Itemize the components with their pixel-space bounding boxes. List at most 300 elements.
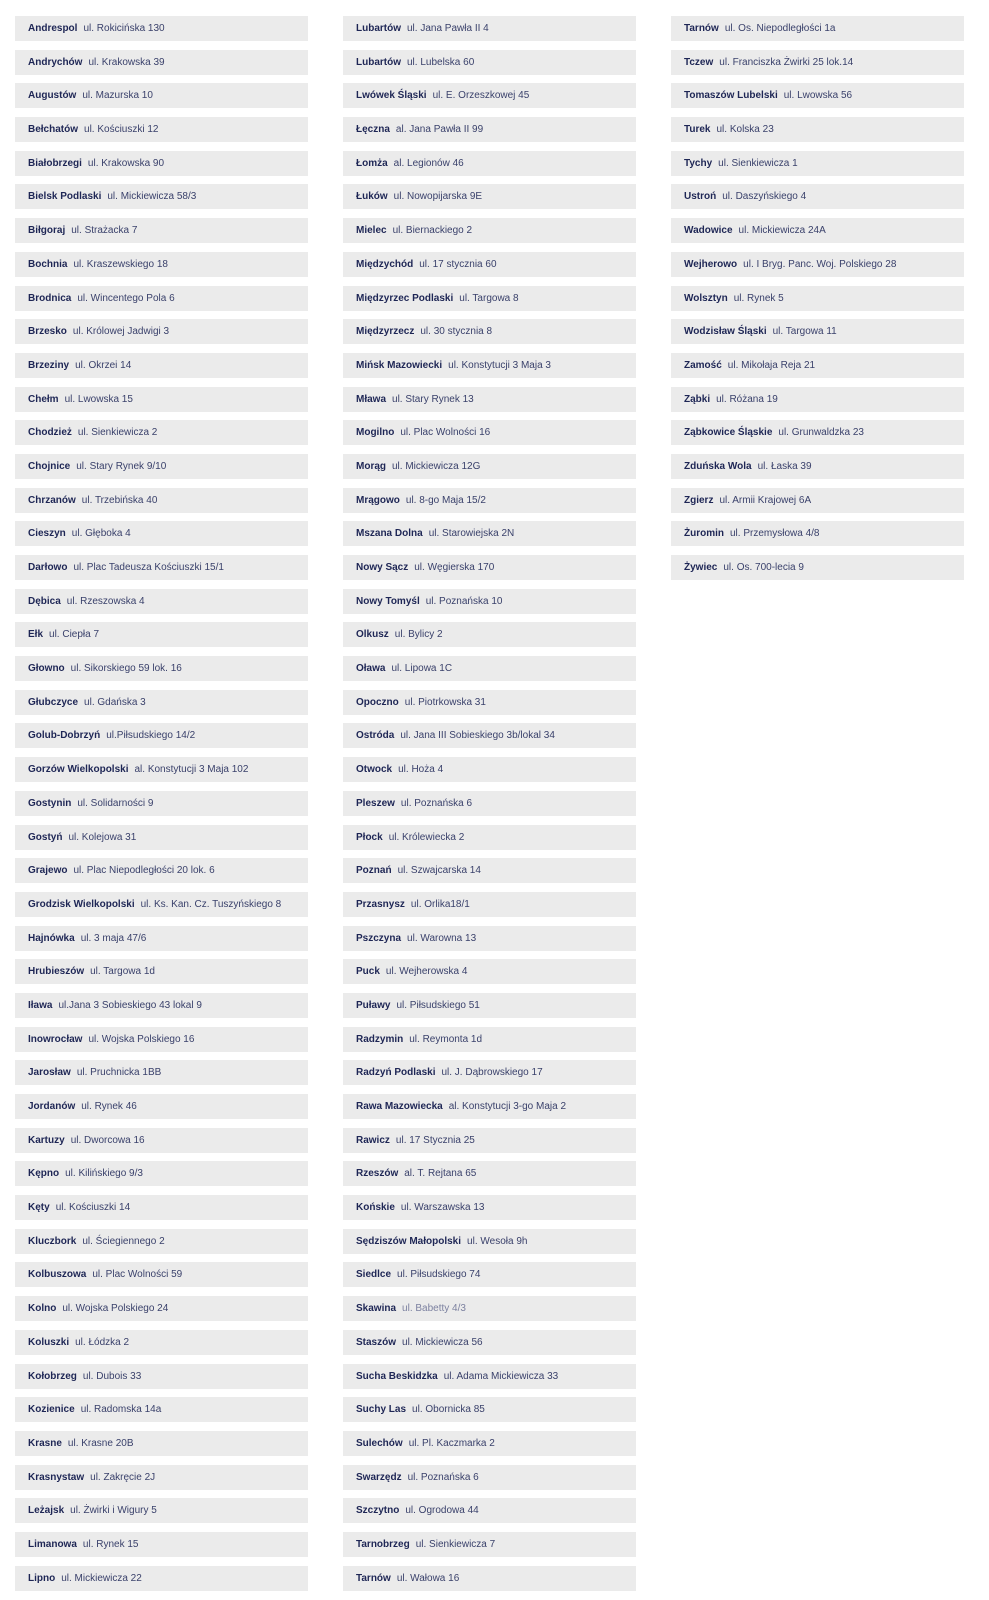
store-city: Morąg xyxy=(356,460,386,472)
store-location-item[interactable] xyxy=(15,1027,308,1052)
store-city: Ząbkowice Śląskie xyxy=(684,427,773,439)
store-address: ul. Rokicińska 130 xyxy=(83,23,165,34)
store-location-item[interactable] xyxy=(343,286,636,311)
store-city: Swarzędz xyxy=(356,1471,402,1483)
store-address: ul. Zakręcie 2J xyxy=(90,1471,156,1483)
store-location-item[interactable] xyxy=(343,622,636,647)
store-location-item[interactable] xyxy=(15,454,308,479)
store-location-item[interactable] xyxy=(15,892,308,917)
store-city: Otwock xyxy=(356,764,393,776)
store-location-item[interactable] xyxy=(671,521,964,546)
store-location-item[interactable] xyxy=(15,1296,308,1321)
store-location-item[interactable] xyxy=(343,252,636,277)
store-location-item[interactable] xyxy=(343,521,636,546)
store-address: ul.Piłsudskiego 14/2 xyxy=(106,730,196,742)
store-location-item[interactable] xyxy=(343,488,636,513)
store-location-item[interactable] xyxy=(343,353,636,378)
store-location-item[interactable] xyxy=(343,151,636,176)
store-city: Wodzisław Śląski xyxy=(684,326,767,338)
store-city: Darłowo xyxy=(28,562,68,573)
store-address: ul. Ogrodowa 44 xyxy=(405,1505,479,1517)
store-address: ul. 17 Stycznia 25 xyxy=(395,1134,475,1146)
store-location-item[interactable] xyxy=(671,252,964,277)
store-city: Ustroń xyxy=(684,191,717,203)
store-city: Bielsk Podlaski xyxy=(28,191,102,203)
store-location-item[interactable] xyxy=(15,1397,308,1422)
store-address: ul. Szwajcarska 14 xyxy=(397,865,481,877)
store-city: Krasnystaw xyxy=(28,1471,85,1483)
store-address: ul. Starowiejska 2N xyxy=(428,528,515,540)
store-location-item[interactable] xyxy=(15,83,308,108)
store-address: ul. Trzebińska 40 xyxy=(81,494,158,506)
store-location-item[interactable] xyxy=(15,488,308,513)
store-city: Lubartów xyxy=(356,23,401,34)
store-location-item[interactable] xyxy=(15,1465,308,1490)
store-location-item[interactable] xyxy=(343,1465,636,1490)
store-address: ul. Krakowska 90 xyxy=(87,157,165,169)
store-address: ul. E. Orzeszkowej 45 xyxy=(432,90,530,102)
store-location-item[interactable] xyxy=(15,1128,308,1153)
store-city: Staszów xyxy=(356,1336,397,1348)
store-location-item[interactable] xyxy=(15,1431,308,1456)
store-location-item[interactable] xyxy=(15,656,308,681)
store-address: ul. Łódzka 2 xyxy=(75,1336,130,1348)
store-city: Rzeszów xyxy=(356,1168,399,1180)
store-city: Mszana Dolna xyxy=(356,528,423,540)
store-location-item[interactable] xyxy=(343,387,636,412)
store-location-item[interactable] xyxy=(343,1498,636,1523)
store-city: Nowy Tomyśl xyxy=(356,595,420,607)
store-address: ul. Kolska 23 xyxy=(716,124,774,136)
store-city: Bochnia xyxy=(28,258,68,270)
store-city: Tarnobrzeg xyxy=(356,1538,410,1550)
store-address: ul. I Bryg. Panc. Woj. Polskiego 28 xyxy=(743,258,897,270)
store-location-item[interactable] xyxy=(343,319,636,344)
store-address: ul. Wejherowska 4 xyxy=(385,966,468,978)
store-city: Chełm xyxy=(28,393,59,405)
store-address: ul. Żwirki i Wigury 5 xyxy=(70,1505,157,1517)
store-location-item[interactable] xyxy=(15,1364,308,1389)
store-address: al. Konstytucji 3-go Maja 2 xyxy=(448,1101,566,1112)
store-address: ul. Jana III Sobieskiego 3b/lokal 34 xyxy=(400,730,555,742)
store-address: ul. Lwowska 15 xyxy=(64,393,133,405)
store-address: ul. Krakowska 39 xyxy=(88,56,165,68)
store-city: Pleszew xyxy=(356,797,395,809)
store-location-item[interactable] xyxy=(343,1229,636,1254)
store-city: Zamość xyxy=(684,359,722,371)
store-location-item[interactable] xyxy=(15,252,308,277)
store-city: Międzyrzec Podlaski xyxy=(356,292,454,304)
store-location-item[interactable] xyxy=(15,1161,308,1186)
store-city: Kęty xyxy=(28,1202,50,1214)
store-city: Końskie xyxy=(356,1202,395,1214)
store-city: Rawa Mazowiecka xyxy=(356,1101,443,1112)
store-address: ul. Mickiewicza 12G xyxy=(392,460,481,472)
store-address: ul. Plac Wolności 16 xyxy=(400,427,491,439)
store-city: Ząbki xyxy=(684,393,711,405)
store-address: ul. 30 stycznia 8 xyxy=(420,326,493,338)
store-location-item[interactable] xyxy=(671,83,964,108)
store-address: ul. Os. 700-lecia 9 xyxy=(723,562,804,573)
store-location-item[interactable] xyxy=(671,286,964,311)
store-location-item[interactable] xyxy=(15,1262,308,1287)
store-address: ul. Targowa 1d xyxy=(90,966,155,978)
store-location-item[interactable] xyxy=(343,1027,636,1052)
store-city: Golub-Dobrzyń xyxy=(28,730,101,742)
store-city: Jordanów xyxy=(28,1101,76,1112)
store-city: Tarnów xyxy=(356,1572,391,1584)
store-city: Inowrocław xyxy=(28,1033,83,1045)
store-city: Wolsztyn xyxy=(684,292,728,304)
store-address: ul. Królowej Jadwigi 3 xyxy=(72,326,170,338)
store-address: ul. Strażacka 7 xyxy=(71,225,138,237)
store-city: Andrespol xyxy=(28,23,78,34)
store-city: Gostyń xyxy=(28,831,63,843)
store-location-item[interactable] xyxy=(671,454,964,479)
store-city: Gostynin xyxy=(28,797,72,809)
store-address: ul. Biernackiego 2 xyxy=(392,225,473,237)
store-address: ul. Gdańska 3 xyxy=(84,696,146,708)
store-address: ul. Łaska 39 xyxy=(757,460,812,472)
store-city: Koluszki xyxy=(28,1336,70,1348)
store-location-item[interactable] xyxy=(343,1094,636,1119)
store-address: ul. Lwowska 56 xyxy=(783,90,853,102)
store-location-item[interactable] xyxy=(343,656,636,681)
store-city: Puławy xyxy=(356,999,391,1011)
store-city: Andrychów xyxy=(28,56,83,68)
store-location-item[interactable] xyxy=(343,892,636,917)
store-city: Iława xyxy=(28,999,53,1011)
store-city: Leżajsk xyxy=(28,1505,65,1517)
store-city: Lwówek Śląski xyxy=(356,90,427,102)
store-location-item[interactable] xyxy=(15,555,308,580)
store-location-item[interactable] xyxy=(671,151,964,176)
store-address: ul. Kościuszki 14 xyxy=(55,1202,131,1214)
store-address: ul. Poznańska 6 xyxy=(407,1471,479,1483)
store-city: Tczew xyxy=(684,56,714,68)
store-address: ul. Krasne 20B xyxy=(67,1437,134,1449)
store-location-item[interactable] xyxy=(15,218,308,243)
store-city: Brzesko xyxy=(28,326,67,338)
store-location-item[interactable] xyxy=(671,16,964,41)
store-location-item[interactable] xyxy=(671,218,964,243)
store-location-item[interactable] xyxy=(15,117,308,142)
store-address: ul. Sienkiewicza 2 xyxy=(77,427,158,439)
store-location-item[interactable] xyxy=(343,959,636,984)
store-address: ul. Mickiewicza 56 xyxy=(402,1336,483,1348)
store-city: Rawicz xyxy=(356,1134,390,1146)
store-location-item[interactable] xyxy=(15,50,308,75)
store-city: Siedlce xyxy=(356,1269,392,1281)
store-location-item[interactable] xyxy=(671,387,964,412)
store-city: Chrzanów xyxy=(28,494,76,506)
store-address: ul. Rynek 46 xyxy=(81,1101,137,1112)
store-city: Białobrzegi xyxy=(28,157,82,169)
store-location-item[interactable] xyxy=(343,1296,636,1321)
store-city: Tarnów xyxy=(684,23,719,34)
store-city: Łęczna xyxy=(356,124,390,136)
store-city: Brzeziny xyxy=(28,359,70,371)
store-city: Limanowa xyxy=(28,1538,77,1550)
store-city: Sucha Beskidzka xyxy=(356,1370,438,1382)
store-location-item[interactable] xyxy=(15,1094,308,1119)
store-city: Tomaszów Lubelski xyxy=(684,90,778,102)
store-location-item[interactable] xyxy=(671,353,964,378)
store-location-item[interactable] xyxy=(15,1195,308,1220)
store-city: Olkusz xyxy=(356,629,389,641)
store-city: Grodzisk Wielkopolski xyxy=(28,898,135,910)
store-location-item[interactable] xyxy=(15,589,308,614)
store-address: ul. Stary Rynek 13 xyxy=(392,393,474,405)
store-location-item[interactable] xyxy=(343,825,636,850)
store-city: Pszczyna xyxy=(356,932,402,944)
store-address: al. Jana Pawła II 99 xyxy=(395,124,484,136)
store-location-item[interactable] xyxy=(343,723,636,748)
store-address: ul. Bylicy 2 xyxy=(394,629,443,641)
store-location-item[interactable] xyxy=(343,1566,636,1591)
store-location-item[interactable] xyxy=(343,1262,636,1287)
store-city: Głubczyce xyxy=(28,696,79,708)
store-location-item[interactable] xyxy=(343,1397,636,1422)
store-address: ul. Mazurska 10 xyxy=(82,90,153,102)
store-location-item[interactable] xyxy=(671,117,964,142)
store-city: Oława xyxy=(356,663,386,675)
store-city: Szczytno xyxy=(356,1505,400,1517)
store-location-item[interactable] xyxy=(15,151,308,176)
store-address: ul. Pl. Kaczmarka 2 xyxy=(408,1437,495,1449)
store-address: ul. Przemysłowa 4/8 xyxy=(730,528,820,540)
store-city: Hajnówka xyxy=(28,932,75,944)
store-city: Chodzież xyxy=(28,427,72,439)
store-location-item[interactable] xyxy=(343,1128,636,1153)
store-location-item[interactable] xyxy=(15,353,308,378)
store-city: Krasne xyxy=(28,1437,62,1449)
store-address: ul. Reymonta 1d xyxy=(409,1033,483,1045)
store-city: Kolno xyxy=(28,1303,57,1315)
store-address: ul. Piłsudskiego 74 xyxy=(397,1269,481,1281)
store-address: ul. Grunwaldzka 23 xyxy=(778,427,864,439)
store-location-item[interactable] xyxy=(15,791,308,816)
store-location-item[interactable] xyxy=(343,420,636,445)
store-address: ul. Sienkiewicza 1 xyxy=(718,157,798,169)
store-address: ul. Daszyńskiego 4 xyxy=(722,191,807,203)
store-city: Brodnica xyxy=(28,292,72,304)
store-address: ul. 17 stycznia 60 xyxy=(419,258,497,270)
store-location-item[interactable] xyxy=(15,622,308,647)
store-location-item[interactable] xyxy=(15,926,308,951)
store-city: Puck xyxy=(356,966,380,978)
store-location-item[interactable] xyxy=(15,387,308,412)
store-city: Turek xyxy=(684,124,711,136)
store-address: al. Legionów 46 xyxy=(393,157,464,169)
store-location-item[interactable] xyxy=(343,1161,636,1186)
store-list-column-3 xyxy=(671,16,964,589)
store-city: Opoczno xyxy=(356,696,399,708)
store-address: ul. J. Dąbrowskiego 17 xyxy=(441,1067,543,1079)
store-address: ul. Armii Krajowej 6A xyxy=(719,494,812,506)
store-address: ul. Plac Tadeusza Kościuszki 15/1 xyxy=(73,562,224,573)
store-location-item[interactable] xyxy=(343,454,636,479)
store-location-item[interactable] xyxy=(343,218,636,243)
store-location-item[interactable] xyxy=(15,690,308,715)
store-location-item[interactable] xyxy=(671,488,964,513)
store-city: Międzyrzecz xyxy=(356,326,415,338)
store-location-item[interactable] xyxy=(15,521,308,546)
store-location-item[interactable] xyxy=(671,50,964,75)
store-address: ul. Okrzei 14 xyxy=(75,359,132,371)
store-city: Jarosław xyxy=(28,1067,71,1079)
store-address: ul. Mikołaja Reja 21 xyxy=(727,359,816,371)
store-location-item[interactable] xyxy=(15,723,308,748)
store-list-column-1 xyxy=(15,16,308,1599)
store-address: ul. Mickiewicza 24A xyxy=(738,225,826,237)
store-location-item[interactable] xyxy=(15,1060,308,1085)
store-city: Żywiec xyxy=(684,562,718,573)
store-city: Żuromin xyxy=(684,528,724,540)
store-location-item[interactable] xyxy=(671,420,964,445)
store-city: Ostróda xyxy=(356,730,395,742)
store-address: al. Konstytucji 3 Maja 102 xyxy=(134,764,249,776)
store-location-item[interactable] xyxy=(15,1532,308,1557)
store-address: ul. Rynek 5 xyxy=(733,292,784,304)
store-address: ul. Sienkiewicza 7 xyxy=(415,1538,496,1550)
store-address: ul. Piłsudskiego 51 xyxy=(396,999,480,1011)
store-city: Zduńska Wola xyxy=(684,460,752,472)
store-address: ul. Ciepła 7 xyxy=(49,629,100,641)
store-city: Mrągowo xyxy=(356,494,400,506)
store-address: ul. Ks. Kan. Cz. Tuszyńskiego 8 xyxy=(140,898,282,910)
store-list-column-2 xyxy=(343,16,636,1599)
store-address: ul. Jana Pawła II 4 xyxy=(407,23,489,34)
store-address: ul. Mickiewicza 58/3 xyxy=(107,191,197,203)
store-address: ul. Stary Rynek 9/10 xyxy=(76,460,167,472)
store-location-item[interactable] xyxy=(15,1566,308,1591)
store-address: ul. Kilińskiego 9/3 xyxy=(65,1168,143,1180)
store-location-item[interactable] xyxy=(15,319,308,344)
store-location-item[interactable] xyxy=(343,1330,636,1355)
store-location-item[interactable] xyxy=(343,791,636,816)
store-location-item[interactable] xyxy=(15,16,308,41)
store-address: ul. Adama Mickiewicza 33 xyxy=(443,1370,559,1382)
store-city: Łomża xyxy=(356,157,388,169)
store-address: ul. Węgierska 170 xyxy=(414,562,495,573)
store-address: ul. Rzeszowska 4 xyxy=(66,595,145,607)
store-location-item[interactable] xyxy=(15,1229,308,1254)
store-location-item[interactable] xyxy=(15,757,308,782)
store-city: Radzymin xyxy=(356,1033,404,1045)
store-address: ul. Wojska Polskiego 24 xyxy=(62,1303,169,1315)
store-address: ul. Wojska Polskiego 16 xyxy=(88,1033,195,1045)
store-city: Gorzów Wielkopolski xyxy=(28,764,129,776)
store-location-item[interactable] xyxy=(15,420,308,445)
store-city: Kępno xyxy=(28,1168,60,1180)
store-city: Kluczbork xyxy=(28,1235,77,1247)
store-address: ul. Wincentego Pola 6 xyxy=(77,292,175,304)
store-city: Nowy Sącz xyxy=(356,562,409,573)
store-location-item[interactable] xyxy=(15,825,308,850)
store-address: ul. Hoża 4 xyxy=(398,764,444,776)
store-city: Skawina xyxy=(356,1303,397,1315)
store-city: Mława xyxy=(356,393,387,405)
store-location-item[interactable] xyxy=(15,286,308,311)
store-address: ul. Plac Wolności 59 xyxy=(92,1269,183,1281)
store-address: ul. Os. Niepodległości 1a xyxy=(724,23,836,34)
store-city: Lipno xyxy=(28,1572,56,1584)
store-city: Kozienice xyxy=(28,1404,75,1416)
store-location-item[interactable] xyxy=(343,1431,636,1456)
store-city: Chojnice xyxy=(28,460,71,472)
store-address: ul. Targowa 11 xyxy=(772,326,837,338)
store-city: Mińsk Mazowiecki xyxy=(356,359,443,371)
store-location-item[interactable] xyxy=(15,184,308,209)
store-city: Radzyń Podlaski xyxy=(356,1067,436,1079)
store-location-item[interactable] xyxy=(15,1330,308,1355)
store-location-item[interactable] xyxy=(343,993,636,1018)
store-location-item[interactable] xyxy=(343,589,636,614)
store-location-item[interactable] xyxy=(343,1195,636,1220)
store-city: Ełk xyxy=(28,629,44,641)
store-address: ul. Kościuszki 12 xyxy=(84,124,159,136)
store-city: Biłgoraj xyxy=(28,225,66,237)
store-location-item[interactable] xyxy=(671,555,964,580)
store-location-item[interactable] xyxy=(343,555,636,580)
store-location-item[interactable] xyxy=(343,757,636,782)
store-location-item[interactable] xyxy=(343,50,636,75)
store-city: Sędziszów Małopolski xyxy=(356,1235,462,1247)
store-location-item[interactable] xyxy=(343,690,636,715)
store-address: ul. Dubois 33 xyxy=(82,1370,142,1382)
store-location-item[interactable] xyxy=(343,858,636,883)
store-location-item[interactable] xyxy=(15,993,308,1018)
store-location-item[interactable] xyxy=(343,1060,636,1085)
store-location-item[interactable] xyxy=(343,1364,636,1389)
store-address: ul. Królewiecka 2 xyxy=(388,831,465,843)
store-location-item[interactable] xyxy=(343,184,636,209)
store-address: ul. Ściegiennego 2 xyxy=(82,1235,165,1247)
store-location-item[interactable] xyxy=(15,1498,308,1523)
store-city: Tychy xyxy=(684,157,713,169)
store-city: Poznań xyxy=(356,865,392,877)
store-address: ul. Nowopijarska 9E xyxy=(393,191,483,203)
store-location-item[interactable] xyxy=(343,16,636,41)
store-address: ul. Rynek 15 xyxy=(82,1538,139,1550)
store-city: Kolbuszowa xyxy=(28,1269,87,1281)
store-city: Łuków xyxy=(356,191,388,203)
store-city: Przasnysz xyxy=(356,898,405,910)
store-location-item[interactable] xyxy=(343,117,636,142)
store-address: ul. Lipowa 1C xyxy=(391,663,453,675)
store-address: ul. Franciszka Żwirki 25 lok.14 xyxy=(719,56,854,68)
store-city: Bełchatów xyxy=(28,124,79,136)
store-location-item[interactable] xyxy=(15,959,308,984)
store-location-item[interactable] xyxy=(671,184,964,209)
store-city: Sulechów xyxy=(356,1437,403,1449)
store-location-item[interactable] xyxy=(15,858,308,883)
store-city: Dębica xyxy=(28,595,61,607)
store-location-item[interactable] xyxy=(343,926,636,951)
store-address: ul. Mickiewicza 22 xyxy=(61,1572,142,1584)
store-location-item[interactable] xyxy=(671,319,964,344)
store-city: Lubartów xyxy=(356,56,401,68)
store-location-item[interactable] xyxy=(343,1532,636,1557)
store-location-item[interactable] xyxy=(343,83,636,108)
store-address: ul. Babetty 4/3 xyxy=(402,1303,466,1315)
store-address: ul. Obornicka 85 xyxy=(412,1404,485,1416)
store-city: Suchy Las xyxy=(356,1404,407,1416)
store-address: ul. Lubelska 60 xyxy=(407,56,475,68)
store-address: ul. Warszawska 13 xyxy=(400,1202,485,1214)
store-city: Mielec xyxy=(356,225,387,237)
